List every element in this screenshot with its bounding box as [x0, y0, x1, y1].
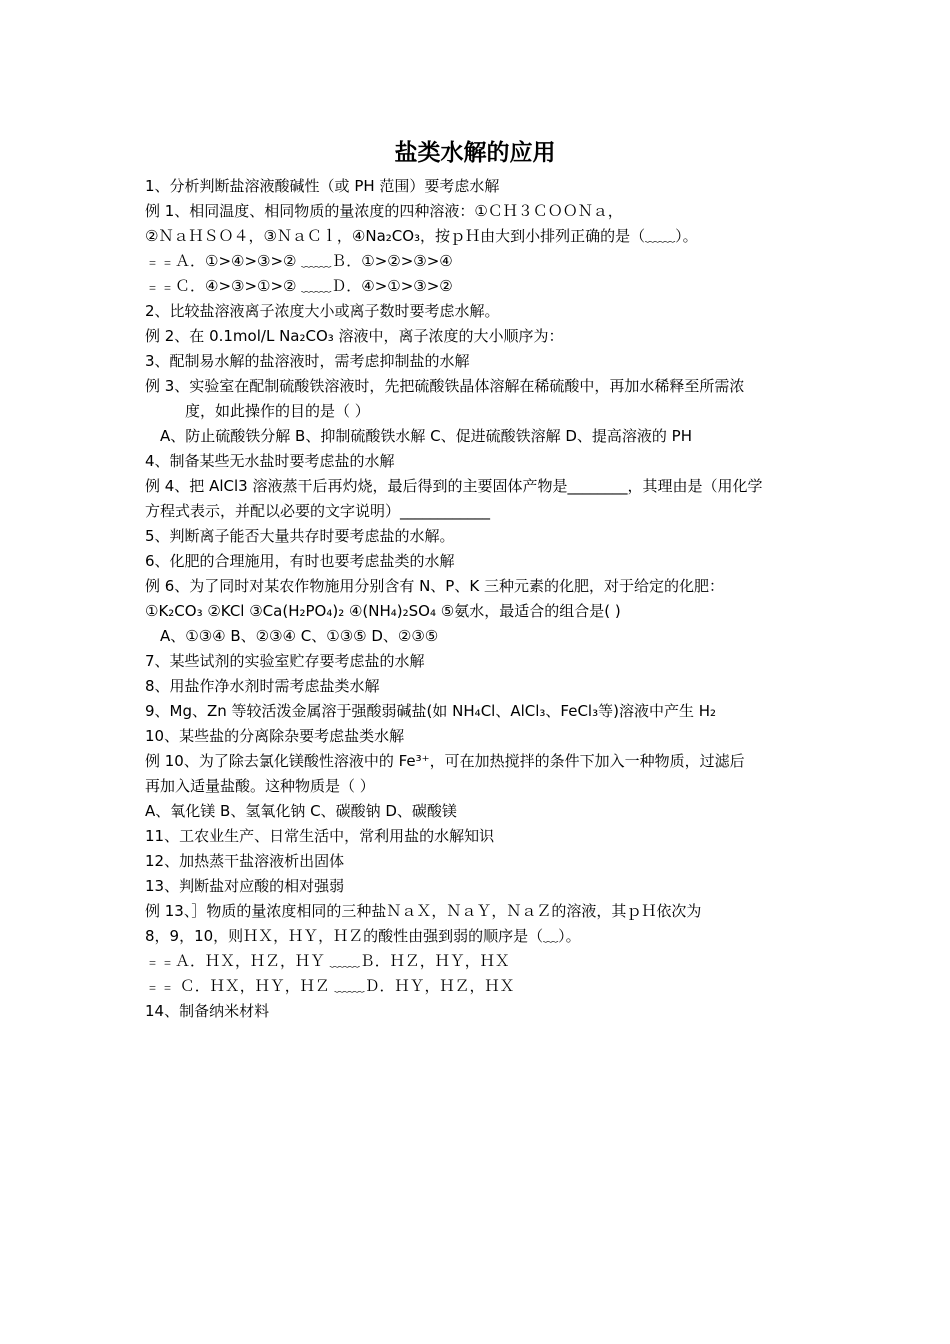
- text-line: ﹦﹦ Ｃ．ＨＸ，ＨＹ，ＨＺ ﹏﹏Ｄ．ＨＹ，ＨＺ，ＨＸ: [145, 977, 515, 995]
- text-line: 例 6、为了同时对某农作物施用分别含有 N、P、K 三种元素的化肥，对于给定的化肥：: [145, 577, 724, 595]
- text-line: 10、某些盐的分离除杂要考虑盐类水解: [145, 727, 405, 745]
- text-line: ②ＮａＨＳＯ４，③ＮａＣｌ，④Na₂CO₃，按ｐＨ由大到小排列正确的是（﹏﹏）。: [145, 227, 698, 245]
- text-line: 方程式表示，并配以必要的文字说明）____________: [145, 502, 491, 520]
- text-line: ﹦﹦Ａ．①>④>③>② ﹏﹏Ｂ．①>②>③>④: [145, 252, 453, 270]
- text-line: 12、加热蒸干盐溶液析出固体: [145, 852, 345, 870]
- text-line: A、氧化镁 B、氢氧化钠 C、碳酸钠 D、碳酸镁: [145, 802, 457, 820]
- text-line: 1、分析判断盐溶液酸碱性（或 PH 范围）要考虑水解: [145, 177, 500, 195]
- text-line: 8，9，10，则ＨＸ，ＨＹ，ＨＺ的酸性由强到弱的顺序是（﹏）。: [145, 927, 581, 945]
- text-line: 例 3、实验室在配制硫酸铁溶液时，先把硫酸铁晶体溶解在稀硫酸中，再加水稀释至所需浓: [145, 377, 745, 395]
- text-line: ﹦﹦Ａ．ＨＸ，ＨＺ，ＨＹ ﹏﹏Ｂ．ＨＺ，ＨＹ，ＨＸ: [145, 952, 510, 970]
- text-line: 3、配制易水解的盐溶液时，需考虑抑制盐的水解: [145, 352, 470, 370]
- text-line: 例 1、相同温度、相同物质的量浓度的四种溶液：①ＣＨ３ＣＯＯＮａ，: [145, 202, 623, 220]
- text-line: 例 4、把 AlCl3 溶液蒸干后再灼烧，最后得到的主要固体产物是________，其理由是（用化学: [145, 477, 763, 495]
- text-line: ①K₂CO₃ ②KCl ③Ca(H₂PO₄)₂ ④(NH₄)₂SO₄ ⑤氨水，最适合的组合是( ): [145, 602, 621, 620]
- text-line: 11、工农业生产、日常生活中，常利用盐的水解知识: [145, 827, 495, 845]
- text-line: 例 10、为了除去氯化镁酸性溶液中的 Fe³⁺，可在加热搅拌的条件下加入一种物质，过滤后: [145, 752, 745, 770]
- text-line: 7、某些试剂的实验室贮存要考虑盐的水解: [145, 652, 425, 670]
- text-line: 13、判断盐对应酸的相对强弱: [145, 877, 345, 895]
- page-title: 盐类水解的应用: [394, 140, 556, 166]
- text-line: 例 13、］物质的量浓度相同的三种盐ＮａＸ，ＮａＹ，ＮａＺ的溶液，其ｐＨ依次为: [145, 902, 702, 920]
- text-line: 5、判断离子能否大量共存时要考虑盐的水解。: [145, 527, 455, 545]
- text-line: 2、比较盐溶液离子浓度大小或离子数时要考虑水解。: [145, 302, 500, 320]
- text-line: 6、化肥的合理施用，有时也要考虑盐类的水解: [145, 552, 455, 570]
- text-line: 14、制备纳米材料: [145, 1002, 270, 1020]
- text-line: A、①③④ B、②③④ C、①③⑤ D、②③⑤: [160, 627, 439, 645]
- text-line: 度，如此操作的目的是（ ）: [185, 402, 370, 420]
- text-line: 例 2、在 0.1mol/L Na₂CO₃ 溶液中，离子浓度的大小顺序为：: [145, 327, 564, 345]
- text-line: 4、制备某些无水盐时要考虑盐的水解: [145, 452, 395, 470]
- text-line: A、防止硫酸铁分解 B、抑制硫酸铁水解 C、促进硫酸铁溶解 D、提高溶液的 PH: [160, 427, 692, 445]
- text-line: 8、用盐作净水剂时需考虑盐类水解: [145, 677, 380, 695]
- text-line: 9、Mg、Zn 等较活泼金属溶于强酸弱碱盐(如 NH₄Cl、AlCl₃、FeCl₃等)溶液中产生 H₂: [145, 702, 717, 720]
- text-line: ﹦﹦Ｃ．④>③>①>② ﹏﹏Ｄ．④>①>③>②: [145, 277, 453, 295]
- text-line: 再加入适量盐酸。这种物质是（ ）: [145, 777, 375, 795]
